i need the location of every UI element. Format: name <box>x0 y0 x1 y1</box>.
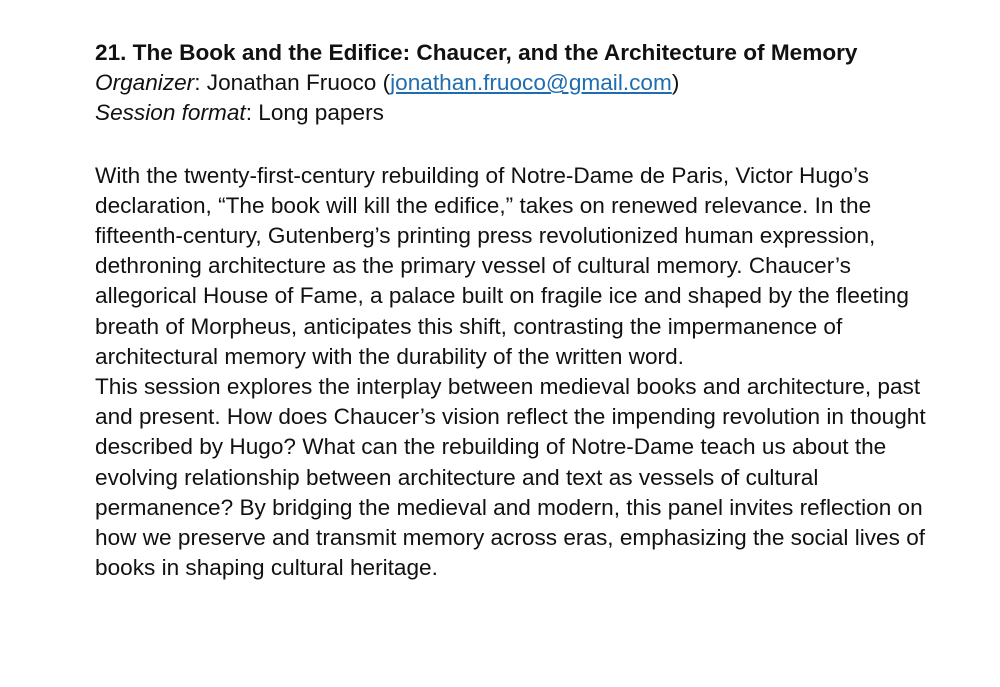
section-spacer <box>95 129 955 161</box>
abstract-paragraph-1: With the twenty-first-century rebuilding of Notre-Dame de Paris, Victor Hugo’s declaration, “The book will kill the edifice,” takes on renewed relevance. In the fifteenth-century, Gutenberg’s printing press revolutionized human expression, dethroning architecture as the primary vessel of cultural memory. Chaucer’s allegorical House of Fame, a palace built on fragile ice and shaped by the fleeting breath of Morpheus, anticipates this shift, contrasting the impermanence of architectural memory with the durability of the written word. <box>95 162 909 369</box>
session-title: 21. The Book and the Edifice: Chaucer, and the Architecture of Memory <box>95 40 858 65</box>
organizer-colon: : <box>194 70 207 96</box>
organizer-name: Jonathan Fruoco <box>206 70 377 96</box>
session-format-line <box>95 98 955 128</box>
session-format-label: Session format <box>95 100 246 126</box>
organizer-line: Organizer: Jonathan Fruoco (jonathan.fruoco@gmail.com) <box>95 70 680 96</box>
session-format-value: Long papers <box>258 100 384 126</box>
organizer-email-link[interactable]: jonathan.fruoco@gmail.com <box>390 70 672 96</box>
organizer-label: Organizer <box>95 70 195 96</box>
session-format-colon: : <box>245 100 259 126</box>
abstract-paragraph-2: This session explores the interplay between medieval books and architecture, past and present. How does Chaucer’s vision reflect the impending revolution in thought described by Hugo? What can the rebuilding of Notre-Dame teach us about the evolving relationship between architecture and text as vessels of cultural permanence? By bridging the medieval and modern, this panel invites reflection on how we preserve and transmit memory across eras, emphasizing the social lives of books in shaping cultural heritage. <box>95 374 926 581</box>
session-document <box>95 38 955 583</box>
